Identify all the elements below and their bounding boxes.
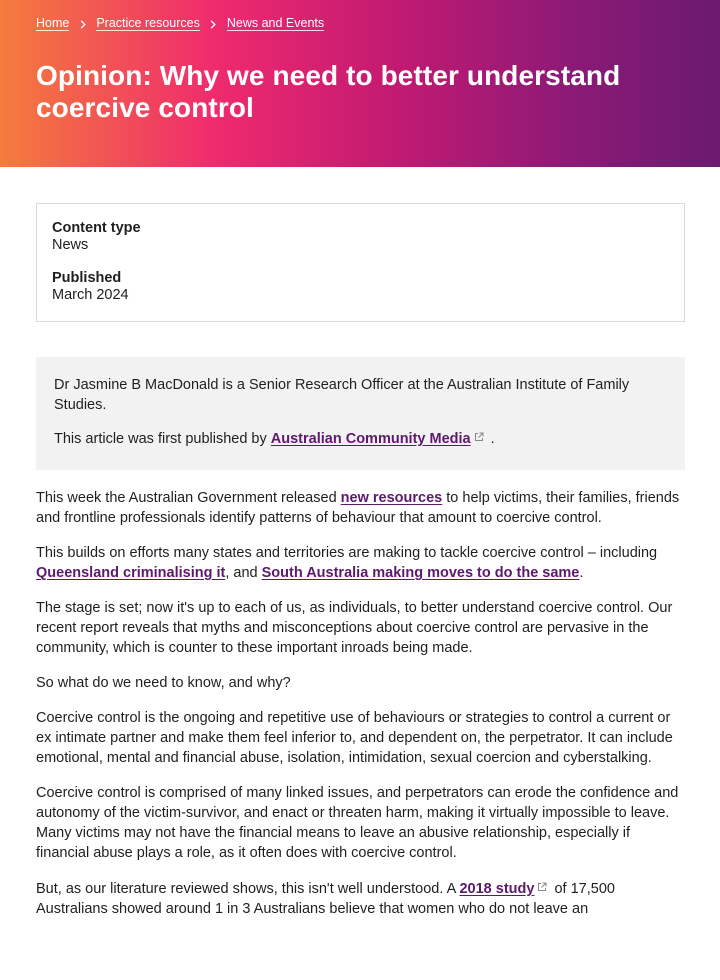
page-header (0, 0, 720, 167)
article-paragraph: But, as our literature reviewed shows, this isn't well understood. A 2018 study of 17,500 Australians showed around 1 in 3 Australians believe that women who do not leave an (36, 878, 686, 919)
article-paragraph: This week the Australian Government released new resources to help victims, their families, friends and frontline professionals identify patterns of behaviour that amount to coercive control. (36, 490, 680, 526)
breadcrumb-home[interactable]: Home (36, 15, 70, 30)
article-paragraph: Coercive control is the ongoing and repetitive use of behaviours or strategies to control a current or ex intimate partner and make them feel inferior to, and dependent on, the perpetrator. It can include emotional, mental and financial abuse, isolation, intimidation, sexual coercion and cyberstalking. (36, 710, 673, 766)
queensland-criminalising-link[interactable]: Queensland criminalising it (36, 565, 226, 581)
new-resources-link[interactable]: new resources (340, 490, 443, 506)
published-value: March 2024 (52, 287, 129, 303)
australian-community-media-link[interactable]: Australian Community Media (270, 431, 471, 447)
page-title: Opinion: Why we need to better understand coercive control (36, 60, 621, 123)
breadcrumb-practice-resources[interactable]: Practice resources (96, 15, 200, 30)
article-paragraph: Coercive control is comprised of many linked issues, and perpetrators can erode the confidence and autonomy of the victim-survivor, and enact or threaten harm, making it virtually impossible to leave. Many victims may not have the financial means to leave an abusive relationship, especially if financial abuse plays a role, as it often does with coercive control. (36, 785, 679, 861)
external-link-icon (474, 428, 484, 438)
breadcrumb (36, 15, 684, 31)
breadcrumb-news-and-events[interactable]: News and Events (226, 15, 325, 30)
south-australia-link[interactable]: South Australia making moves to do the same (261, 565, 580, 581)
2018-study-link[interactable]: 2018 study (459, 881, 535, 897)
content-type-label: Content type (52, 220, 141, 236)
chevron-right-icon (69, 18, 96, 29)
content-type-value: News (52, 237, 89, 253)
article-paragraph: So what do we need to know, and why? (36, 675, 291, 691)
article-body (36, 488, 686, 934)
author-bio: Dr Jasmine B MacDonald is a Senior Research Officer at the Australian Institute of Family Studies. (54, 377, 630, 413)
article-paragraph: The stage is set; now it's up to each of us, as individuals, to better understand coercive control. Our recent report reveals that myths and misconceptions about coercive control are pervasive in the community, which is counter to these important inroads being made. (36, 600, 673, 656)
first-published-note: This article was first published by Australian Community Media . (54, 428, 667, 449)
published-label: Published (52, 270, 122, 286)
article-paragraph: This builds on efforts many states and territories are making to tackle coercive control – including Queensland criminalising it, and South Australia making moves to do the same. (36, 545, 658, 581)
author-intro-box (36, 357, 685, 470)
content-meta-box (36, 203, 685, 322)
chevron-right-icon (200, 18, 227, 29)
external-link-icon (537, 878, 547, 888)
